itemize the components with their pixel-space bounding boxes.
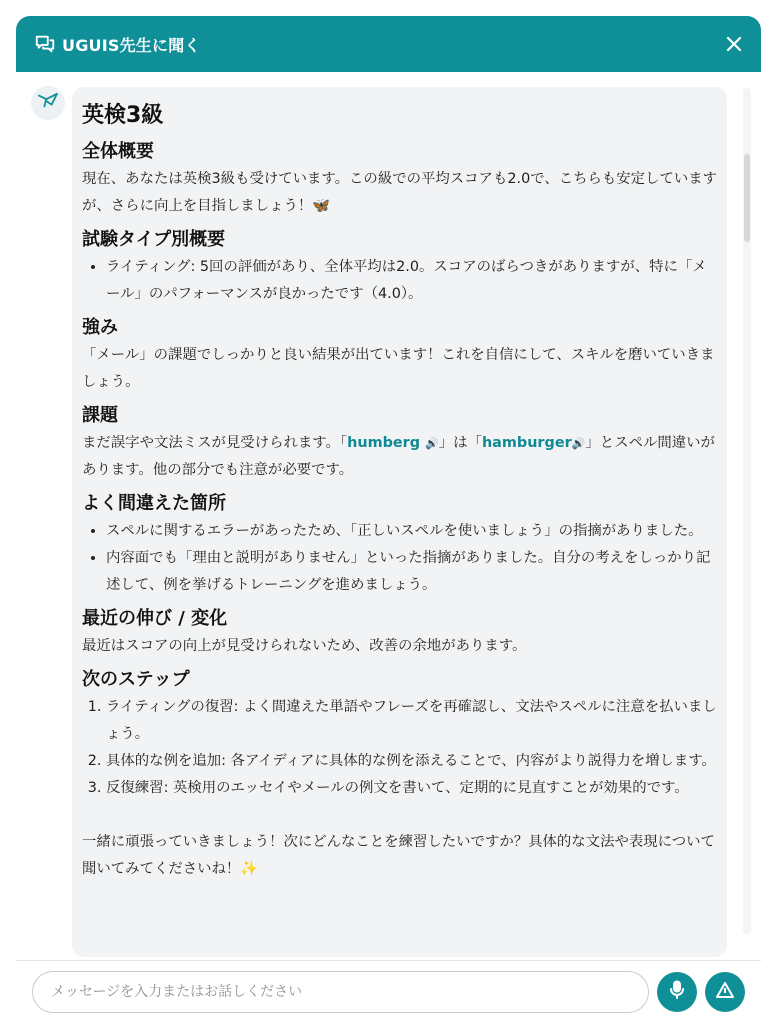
word-hamburger[interactable] xyxy=(482,435,585,451)
list-item: 2. 具体的な例を追加: 各アイディアに具体的な例を添えることで、内容がより説得力を増します。 xyxy=(106,748,717,775)
chat-title: UGUIS先生に聞く xyxy=(62,35,201,55)
list-item: • ライティング: 5回の評価があり、全体平均は2.0。スコアのばらつきがありますが、特に「メール」のパフォーマンスが良かったです（4.0）。 xyxy=(106,254,717,308)
list-item: 1. ライティングの復習: よく間違えた単語やフレーズを再確認し、文法やスペルに注意を払いましょう。 xyxy=(106,694,717,748)
word-humberg[interactable] xyxy=(347,435,439,451)
text-fragment: まだ誤字や文法ミスが見受けられます。「 xyxy=(82,435,348,451)
list-item: • 内容面でも「理由と説明がありません」といった指摘がありました。自分の考えをしっかり記述して、例を挙げるトレーニングを進めましょう。 xyxy=(106,545,717,599)
speaker-icon[interactable]: 🔊 xyxy=(571,437,586,450)
section-text: 「メール」の課題でしっかりと良い結果が出ています！これを自信にして、スキルを磨いていきましょう。 xyxy=(82,347,715,390)
assistant-avatar xyxy=(31,86,65,120)
divider xyxy=(16,960,761,961)
chat-panel xyxy=(16,16,761,1024)
numbered-list xyxy=(106,694,717,802)
bullet-list xyxy=(106,254,717,308)
chat-bubbles-icon xyxy=(34,33,56,55)
bird-logo-icon xyxy=(37,92,59,114)
message-input[interactable] xyxy=(51,984,630,1000)
section-title: 強み xyxy=(82,317,118,338)
chat-header xyxy=(16,16,761,72)
close-icon[interactable] xyxy=(723,33,745,55)
list-item: 3. 反復練習: 英検用のエッセイやメールの例文を書いて、定期的に見直すことが効果的です。 xyxy=(106,775,717,802)
section-title: よく間違えた箇所 xyxy=(82,493,226,514)
message-heading: 英検3級 xyxy=(82,103,164,128)
section-text: 現在、あなたは英検3級も受けています。この級での平均スコアも2.0で、こちらも安定していますが、さらに向上を目指しましょう！🦋 xyxy=(82,171,718,214)
scrollbar-thumb[interactable] xyxy=(744,154,750,242)
section-title: 試験タイプ別概要 xyxy=(82,229,226,250)
microphone-icon xyxy=(668,980,686,1004)
section-text xyxy=(82,430,717,484)
mic-button[interactable] xyxy=(657,972,697,1012)
bullet-list xyxy=(106,518,717,599)
text-fragment: 」は「 xyxy=(438,435,482,451)
section-text: 最近はスコアの向上が見受けられないため、改善の余地があります。 xyxy=(82,638,527,654)
scrollbar[interactable] xyxy=(743,88,751,934)
message-input-wrapper[interactable] xyxy=(32,971,649,1013)
speaker-icon[interactable]: 🔊 xyxy=(425,437,439,450)
assistant-message xyxy=(72,87,727,957)
send-button[interactable] xyxy=(705,972,745,1012)
text-fragment: 」とスペル間違いがあります。他の部分でも注意が必要です。 xyxy=(82,435,715,478)
section-title: 最近の伸び / 変化 xyxy=(82,608,228,629)
word-text: humberg xyxy=(347,435,421,451)
section-title: 次のステップ xyxy=(82,669,190,690)
word-text: hamburger xyxy=(481,435,572,451)
send-triangle-icon xyxy=(715,981,735,1003)
closing-text: 一緒に頑張っていきましょう！次にどんなことを練習したいですか？具体的な文法や表現について聞いてみてくださいね！✨ xyxy=(82,834,715,877)
section-title: 課題 xyxy=(82,405,118,426)
list-item: • スペルに関するエラーがあったため、「正しいスペルを使いましょう」の指摘がありました。 xyxy=(106,518,717,545)
section-title: 全体概要 xyxy=(82,141,154,162)
